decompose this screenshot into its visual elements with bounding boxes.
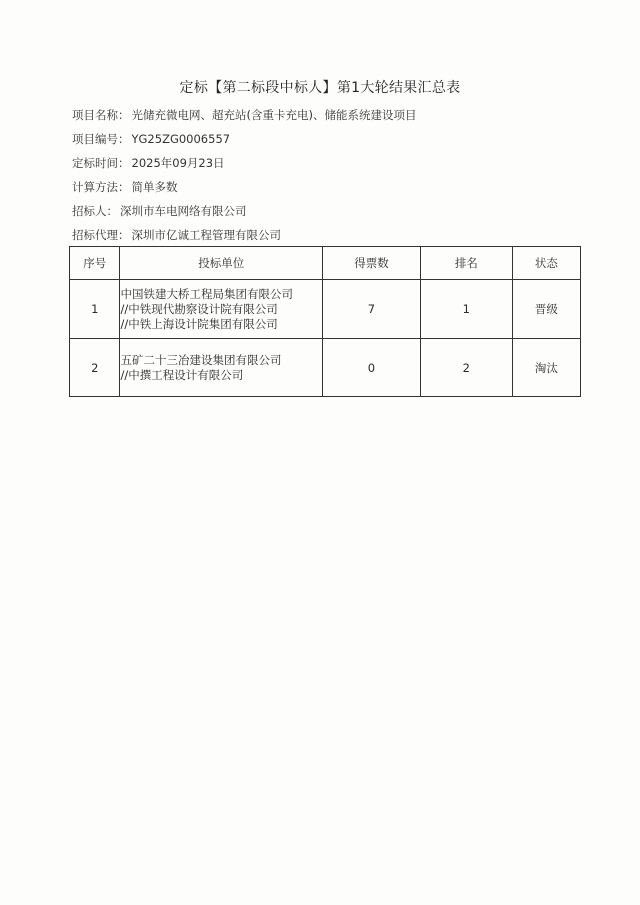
tenderer-value: 深圳市车电网络有限公司 [120,204,247,218]
tenderer-line [72,203,247,219]
header-votes: 得票数 [323,247,421,280]
project-number-value: YG25ZG0006557 [131,132,231,146]
header-no: 序号 [70,247,120,280]
header-status: 状态 [512,247,580,280]
award-date-value: 2025年09月23日 [131,156,225,170]
document-title: 定标【第二标段中标人】第1大轮结果汇总表 [179,80,461,96]
bidder-line: //中铁上海设计院集团有限公司 [120,316,278,331]
calculation-method-value: 简单多数 [131,180,178,194]
calculation-method-line [72,179,178,195]
calculation-method-label: 计算方法： [72,180,130,194]
table-row [70,280,581,339]
tender-agent-value: 深圳市亿诚工程管理有限公司 [131,228,281,242]
tender-agent-line [72,227,281,243]
row-rank: 2 [420,339,512,397]
project-name-value: 光储充微电网、超充站(含重卡充电)、储能系统建设项目 [131,108,417,122]
award-date-label: 定标时间： [72,156,130,170]
row-status: 淘汰 [512,339,580,397]
header-bidder: 投标单位 [120,247,323,280]
bidder-line: //中撰工程设计有限公司 [120,367,244,382]
table-header-row [70,247,581,280]
row-no: 1 [70,280,120,339]
project-number-label: 项目编号： [72,132,130,146]
result-table [69,246,581,397]
bidder-line: 五矿二十三冶建设集团有限公司 [120,352,282,367]
project-number-line [72,131,230,147]
row-no: 2 [70,339,120,397]
row-bidder [120,280,323,339]
row-status: 晋级 [512,280,580,339]
project-name-label: 项目名称： [72,108,130,122]
tender-agent-label: 招标代理： [72,228,130,242]
row-votes: 7 [323,280,421,339]
bidder-line: //中铁现代勘察设计院有限公司 [120,301,278,316]
project-name-line [72,107,416,123]
table-row [70,339,581,397]
row-votes: 0 [323,339,421,397]
row-bidder [120,339,323,397]
tenderer-label: 招标人： [72,204,118,218]
header-rank: 排名 [420,247,512,280]
bidder-line: 中国铁建大桥工程局集团有限公司 [120,286,293,301]
row-rank: 1 [420,280,512,339]
award-date-line [72,155,225,171]
